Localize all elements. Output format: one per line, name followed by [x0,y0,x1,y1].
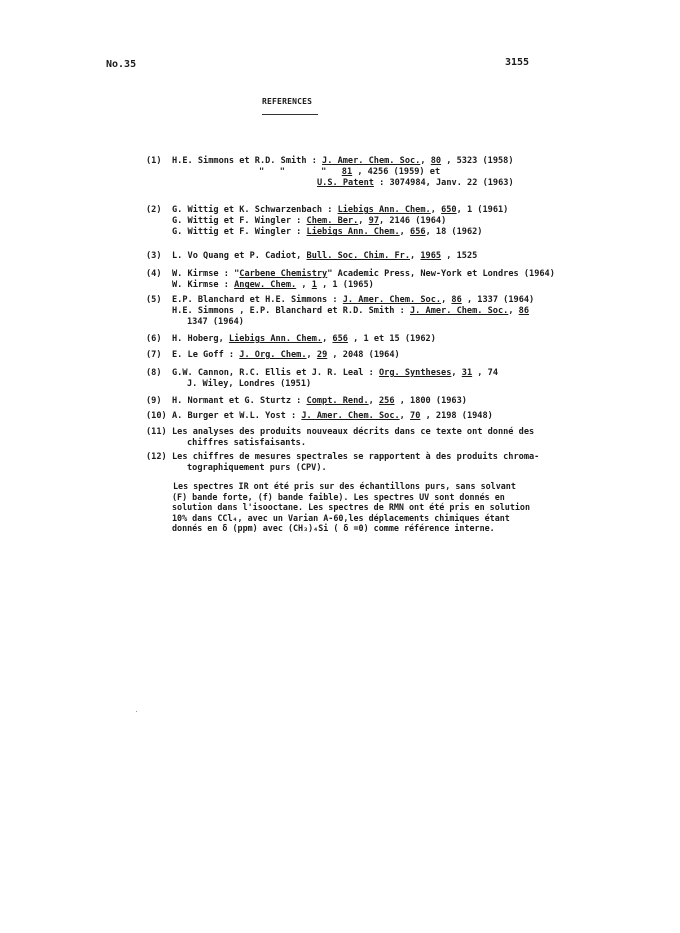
reference-underlined-part: 656 [332,334,348,344]
reference-text-part: W. Kirmse : " [172,269,240,279]
reference-underlined-part: 97 [368,216,379,227]
reference-underlined-part: Org. Syntheses [378,368,452,378]
reference-text-part: E. Le Goff : [172,350,240,360]
reference-underlined-part: 1965 [420,251,442,261]
paragraph-line: solution dans l'isooctane. Les spectres de RMN ont été pris en solution [172,502,530,512]
reference-line [172,334,436,344]
reference-underlined-part: J. Amer. Chem. Soc. [410,306,509,317]
reference-text-part: 1347 (1964) [187,317,244,328]
reference-text-part: " Academic Press, New-York et Londres (1964) [327,269,555,279]
reference-text-part: G. Wittig et F. Wingler : [172,216,307,227]
reference-line [187,438,306,448]
reference-underlined-part: J. Amer. Chem. Soc. [322,156,421,166]
references-heading: REFERENCES [262,97,313,106]
reference-line [172,269,555,279]
reference-underlined-part: Liebigs Ann. Chem. [337,205,431,215]
reference-underlined-part: 31 [461,368,473,378]
reference-text-part: , [358,216,369,227]
reference-text-part: H. Hoberg, [172,334,229,344]
journal-issue-number: No.35 [106,59,137,70]
reference-text-part: , 5323 (1958) [441,156,514,166]
heading-underline [262,114,318,115]
reference-text-part: " " " [259,167,342,178]
reference-text-part: , 2198 (1948) [420,411,493,421]
scan-speck [136,711,137,712]
reference-text-part: , 2048 (1964) [327,350,400,360]
reference-line [172,251,477,261]
reference-text-part: tographiquement purs (CPV). [187,463,327,474]
reference-text-part: chiffres satisfaisants. [187,438,306,449]
reference-text-part: , 1337 (1964) [461,295,535,305]
reference-underlined-part: J. Org. Chem. [239,350,307,360]
reference-text-part: , 4256 (1959) et [352,167,441,178]
reference-line [172,396,467,406]
reference-text-part: Les chiffres de mesures spectrales se rapportent à des produits chroma- [172,452,540,462]
reference-underlined-part: U.S. Patent [317,178,374,189]
reference-line [187,463,327,473]
reference-text-part: , [399,411,411,421]
reference-text-part: L. Vo Quang et P. Cadiot, [172,251,307,261]
reference-number: (5) [146,295,162,305]
paragraph-line: 10% dans CCl₄, avec un Varian A-60,les déplacements chimiques étant [172,512,510,523]
reference-underlined-part: Compt. Rend. [306,396,369,406]
reference-underlined-part: Chem. Ber. [306,216,359,227]
reference-number: (1) [146,156,162,166]
reference-text-part: H.E. Simmons et R.D. Smith : [172,156,323,166]
reference-text-part: , 74 [472,368,498,378]
reference-number: (12) [146,452,167,462]
reference-text-part: J. Wiley, Londres (1951) [187,379,312,390]
reference-underlined-part: 656 [410,227,426,238]
reference-text-part: H.E. Simmons , E.P. Blanchard et R.D. Smith : [172,306,410,317]
reference-line [172,350,400,360]
reference-line [172,368,498,378]
reference-text-part: , [441,295,452,305]
reference-underlined-part: J. Amer. Chem. Soc. [301,411,400,421]
reference-line [172,205,508,215]
reference-line [172,216,446,226]
reference-line [172,427,534,437]
reference-number: (7) [146,350,162,360]
reference-text-part: E.P. Blanchard et H.E. Simmons : [172,295,343,305]
reference-line [172,280,374,290]
reference-underlined-part: Angew. Chem. [234,280,297,291]
reference-number: (8) [146,368,162,378]
reference-line [317,178,514,188]
reference-number: (9) [146,396,162,406]
reference-text-part: , [451,368,462,378]
reference-text-part: , 18 (1962) [425,227,483,238]
reference-line [259,167,440,177]
paragraph-line: (F) bande forte, (f) bande faible). Les spectres UV sont donnés en [172,491,505,502]
paragraph-line: Les spectres IR ont été pris sur des échantillons purs, sans solvant [173,481,516,491]
reference-line [172,452,539,462]
reference-text-part: W. Kirmse : [172,280,235,291]
reference-number: (4) [146,269,162,279]
reference-number: (6) [146,334,162,344]
reference-text-part: Les analyses des produits nouveaux décrits dans ce texte ont donné des [172,427,535,437]
reference-text-part: , [306,350,317,360]
reference-text-part: , 1525 [441,251,478,261]
reference-number: (2) [146,205,162,215]
reference-underlined-part: 86 [451,295,462,305]
reference-text-part: , [420,156,431,166]
reference-underlined-part: J. Amer. Chem. Soc. [342,295,442,305]
reference-text-part: : 3074984, Janv. 22 (1963) [373,178,514,189]
reference-line [172,156,514,166]
reference-line [172,295,534,305]
reference-underlined-part: 29 [316,350,328,360]
reference-text-part: , 1800 (1963) [394,396,467,406]
reference-text-part: G. Wittig et F. Wingler : [172,227,307,238]
reference-text-part: , 1 (1965) [316,280,374,291]
reference-text-part: , 2146 (1964) [379,216,447,227]
reference-underlined-part: Liebigs Ann. Chem. [306,227,400,238]
reference-underlined-part: Liebigs Ann. Chem. [228,334,323,344]
reference-text-part: G. Wittig et K. Schwarzenbach : [172,205,338,215]
reference-text-part: , [430,205,442,215]
reference-text-part: , [410,251,421,261]
reference-underlined-part: Carbene Chemistry [239,269,328,279]
reference-line [187,317,244,327]
reference-underlined-part: 256 [378,396,395,406]
reference-underlined-part: 1 [311,280,317,291]
page-number: 3155 [505,57,530,68]
reference-underlined-part: 650 [441,205,457,215]
reference-text-part: A. Burger et W.L. Yost : [172,411,302,421]
reference-text-part: , 1 et 15 (1962) [347,334,436,344]
reference-underlined-part: 70 [410,411,421,421]
reference-text-part: , [399,227,411,238]
reference-line [172,306,529,316]
reference-text-part: , [368,396,379,406]
reference-text-part: , [322,334,333,344]
reference-underlined-part: 86 [518,306,530,317]
reference-number: (3) [146,251,162,261]
reference-text-part: , [296,280,312,291]
paragraph-line: donnés en δ (ppm) avec (CH₃)₄Si ( δ =0) comme référence interne. [172,523,495,533]
reference-underlined-part: 80 [430,156,442,166]
reference-number: (11) [146,427,167,437]
reference-text-part: , 1 (1961) [456,205,509,215]
reference-text-part: G.W. Cannon, R.C. Ellis et J. R. Leal : [172,368,379,378]
reference-text-part: H. Normant et G. Sturtz : [172,396,307,406]
reference-line [172,227,482,237]
reference-line [172,411,493,421]
reference-line [187,379,311,389]
reference-underlined-part: Bull. Soc. Chim. Fr. [306,251,411,261]
reference-text-part: , [508,306,519,317]
reference-number: (10) [146,411,167,421]
reference-underlined-part: 81 [341,167,353,178]
